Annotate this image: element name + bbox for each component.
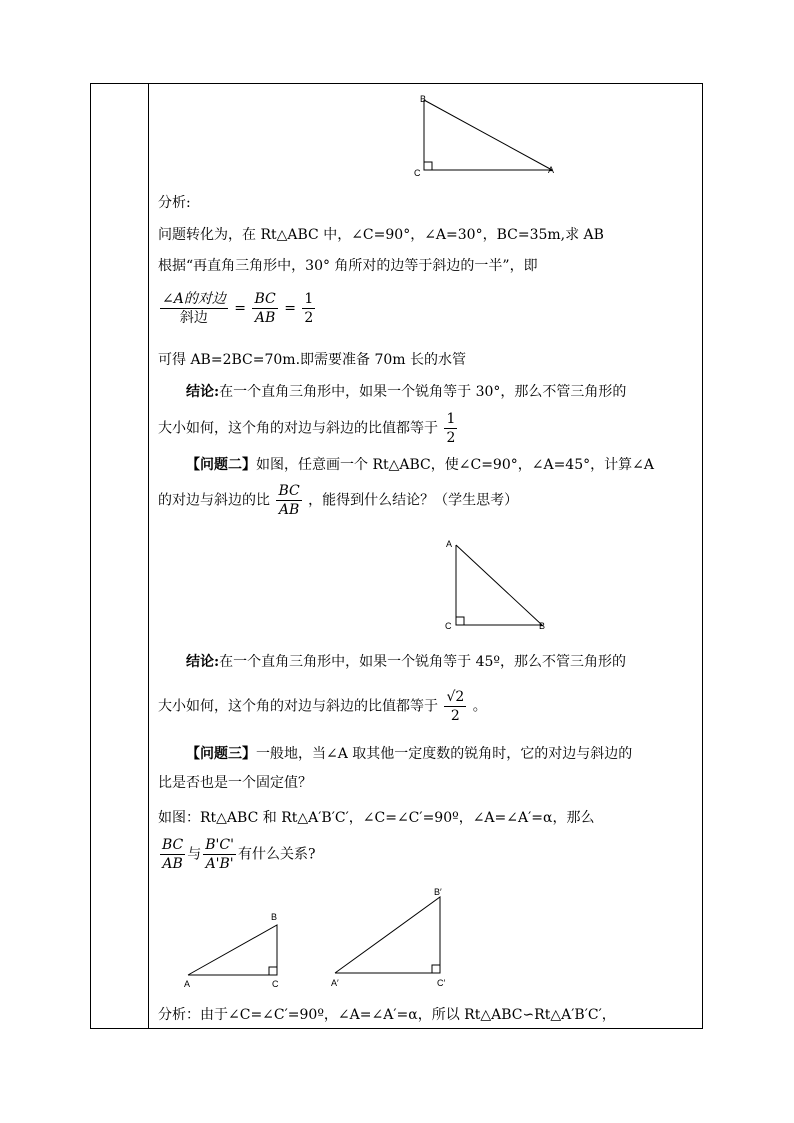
vertex-label-b-prime: B′ — [434, 887, 442, 897]
fraction-one-half: $\frac{1}{2}$ — [304, 291, 314, 326]
vertex-label-c: C — [272, 979, 279, 989]
vertex-label-c-prime: C′ — [437, 978, 446, 988]
question-2-line-1: 【问题二】如图，任意画一个 Rt△ABC，使∠C=90°，∠A=45°，计算∠A — [186, 457, 654, 473]
vertex-label-b: B — [539, 621, 546, 631]
vertex-label-c: C — [445, 621, 452, 631]
ratio-formula: $\frac{\text{∠A的对边}}{\text{斜边}}$ = $\frac{BC}{AB}$ = $\frac{1}{2}$ — [162, 291, 314, 326]
fraction-one-half-b: $\frac{1}{2}$ — [446, 411, 456, 446]
result-line: 可得 AB=2BC=70m.即需要准备 70m 长的水管 — [158, 352, 467, 368]
fraction-root-two-over-two: $\frac{√2}{2}$ — [446, 689, 465, 724]
fraction-bc-over-ab-b: $\frac{BC}{AB}$ — [278, 483, 300, 518]
conclusion-2-line-2: 大小如何，这个角的对边与斜边的比值都等于 $\frac{√2}{2}$ 。 — [158, 689, 487, 724]
vertex-label-a: A — [184, 979, 191, 989]
vertex-label-a-prime: A′ — [331, 978, 339, 988]
final-analysis-line: 分析：由于∠C=∠C′=90º，∠A=∠A′=α，所以 Rt△ABC∽Rt△A′B′C′， — [158, 1007, 616, 1023]
fraction-bc-over-ab-c: $\frac{BC}{AB}$ — [162, 837, 184, 872]
vertex-label-b: B — [271, 912, 278, 922]
conclusion-1-line-2: 大小如何，这个角的对边与斜边的比值都等于 $\frac{1}{2}$ — [158, 411, 456, 446]
question-2-line-2: 的对边与斜边的比 $\frac{BC}{AB}$ ，能得到什么结论？（学生思考） — [158, 483, 519, 518]
triangle-figure-45deg — [440, 535, 555, 635]
vertex-label-a: A — [446, 539, 453, 549]
fraction-opposite-over-hypotenuse: $\frac{\text{∠A的对边}}{\text{斜边}}$ — [162, 291, 226, 326]
conclusion-2-line-1: 结论:在一个直角三角形中，如果一个锐角等于 45º，那么不管三角形的 — [186, 654, 627, 670]
vertex-label-b: B — [420, 94, 427, 104]
fraction-bprime-cprime-over-aprime-bprime: $\frac{B'C'}{A'B'}$ — [205, 837, 234, 872]
question-3-line-1: 【问题三】一般地，当∠A 取其他一定度数的锐角时，它的对边与斜边的 — [186, 746, 633, 762]
fraction-bc-over-ab: $\frac{BC}{AB}$ — [254, 291, 276, 326]
conclusion-1-line-1: 结论:在一个直角三角形中，如果一个锐角等于 30°，那么不管三角形的 — [186, 384, 627, 400]
problem-line: 问题转化为，在 Rt△ABC 中，∠C=90°，∠A=30°，BC=35m,求 AB — [158, 227, 604, 243]
vertex-label-c: C — [414, 168, 421, 178]
triangle-figure-aprime-bprime-cprime — [325, 885, 455, 995]
column-divider — [148, 83, 149, 1029]
analysis-label: 分析: — [158, 195, 191, 211]
figure-description-line: 如图：Rt△ABC 和 Rt△A′B′C′，∠C=∠C′=90º，∠A=∠A′=α，那么 — [158, 810, 595, 826]
basis-line: 根据“再直角三角形中，30° 角所对的边等于斜边的一半”，即 — [158, 258, 538, 274]
triangle-figure-abc — [180, 905, 290, 995]
ratio-comparison: $\frac{BC}{AB}$ 与 $\frac{B'C'}{A'B'}$ 有什么关系? — [162, 837, 316, 872]
triangle-figure-30deg — [410, 92, 560, 178]
vertex-label-a: A — [548, 165, 555, 175]
question-3-line-2: 比是否也是一个固定值？ — [158, 775, 312, 791]
